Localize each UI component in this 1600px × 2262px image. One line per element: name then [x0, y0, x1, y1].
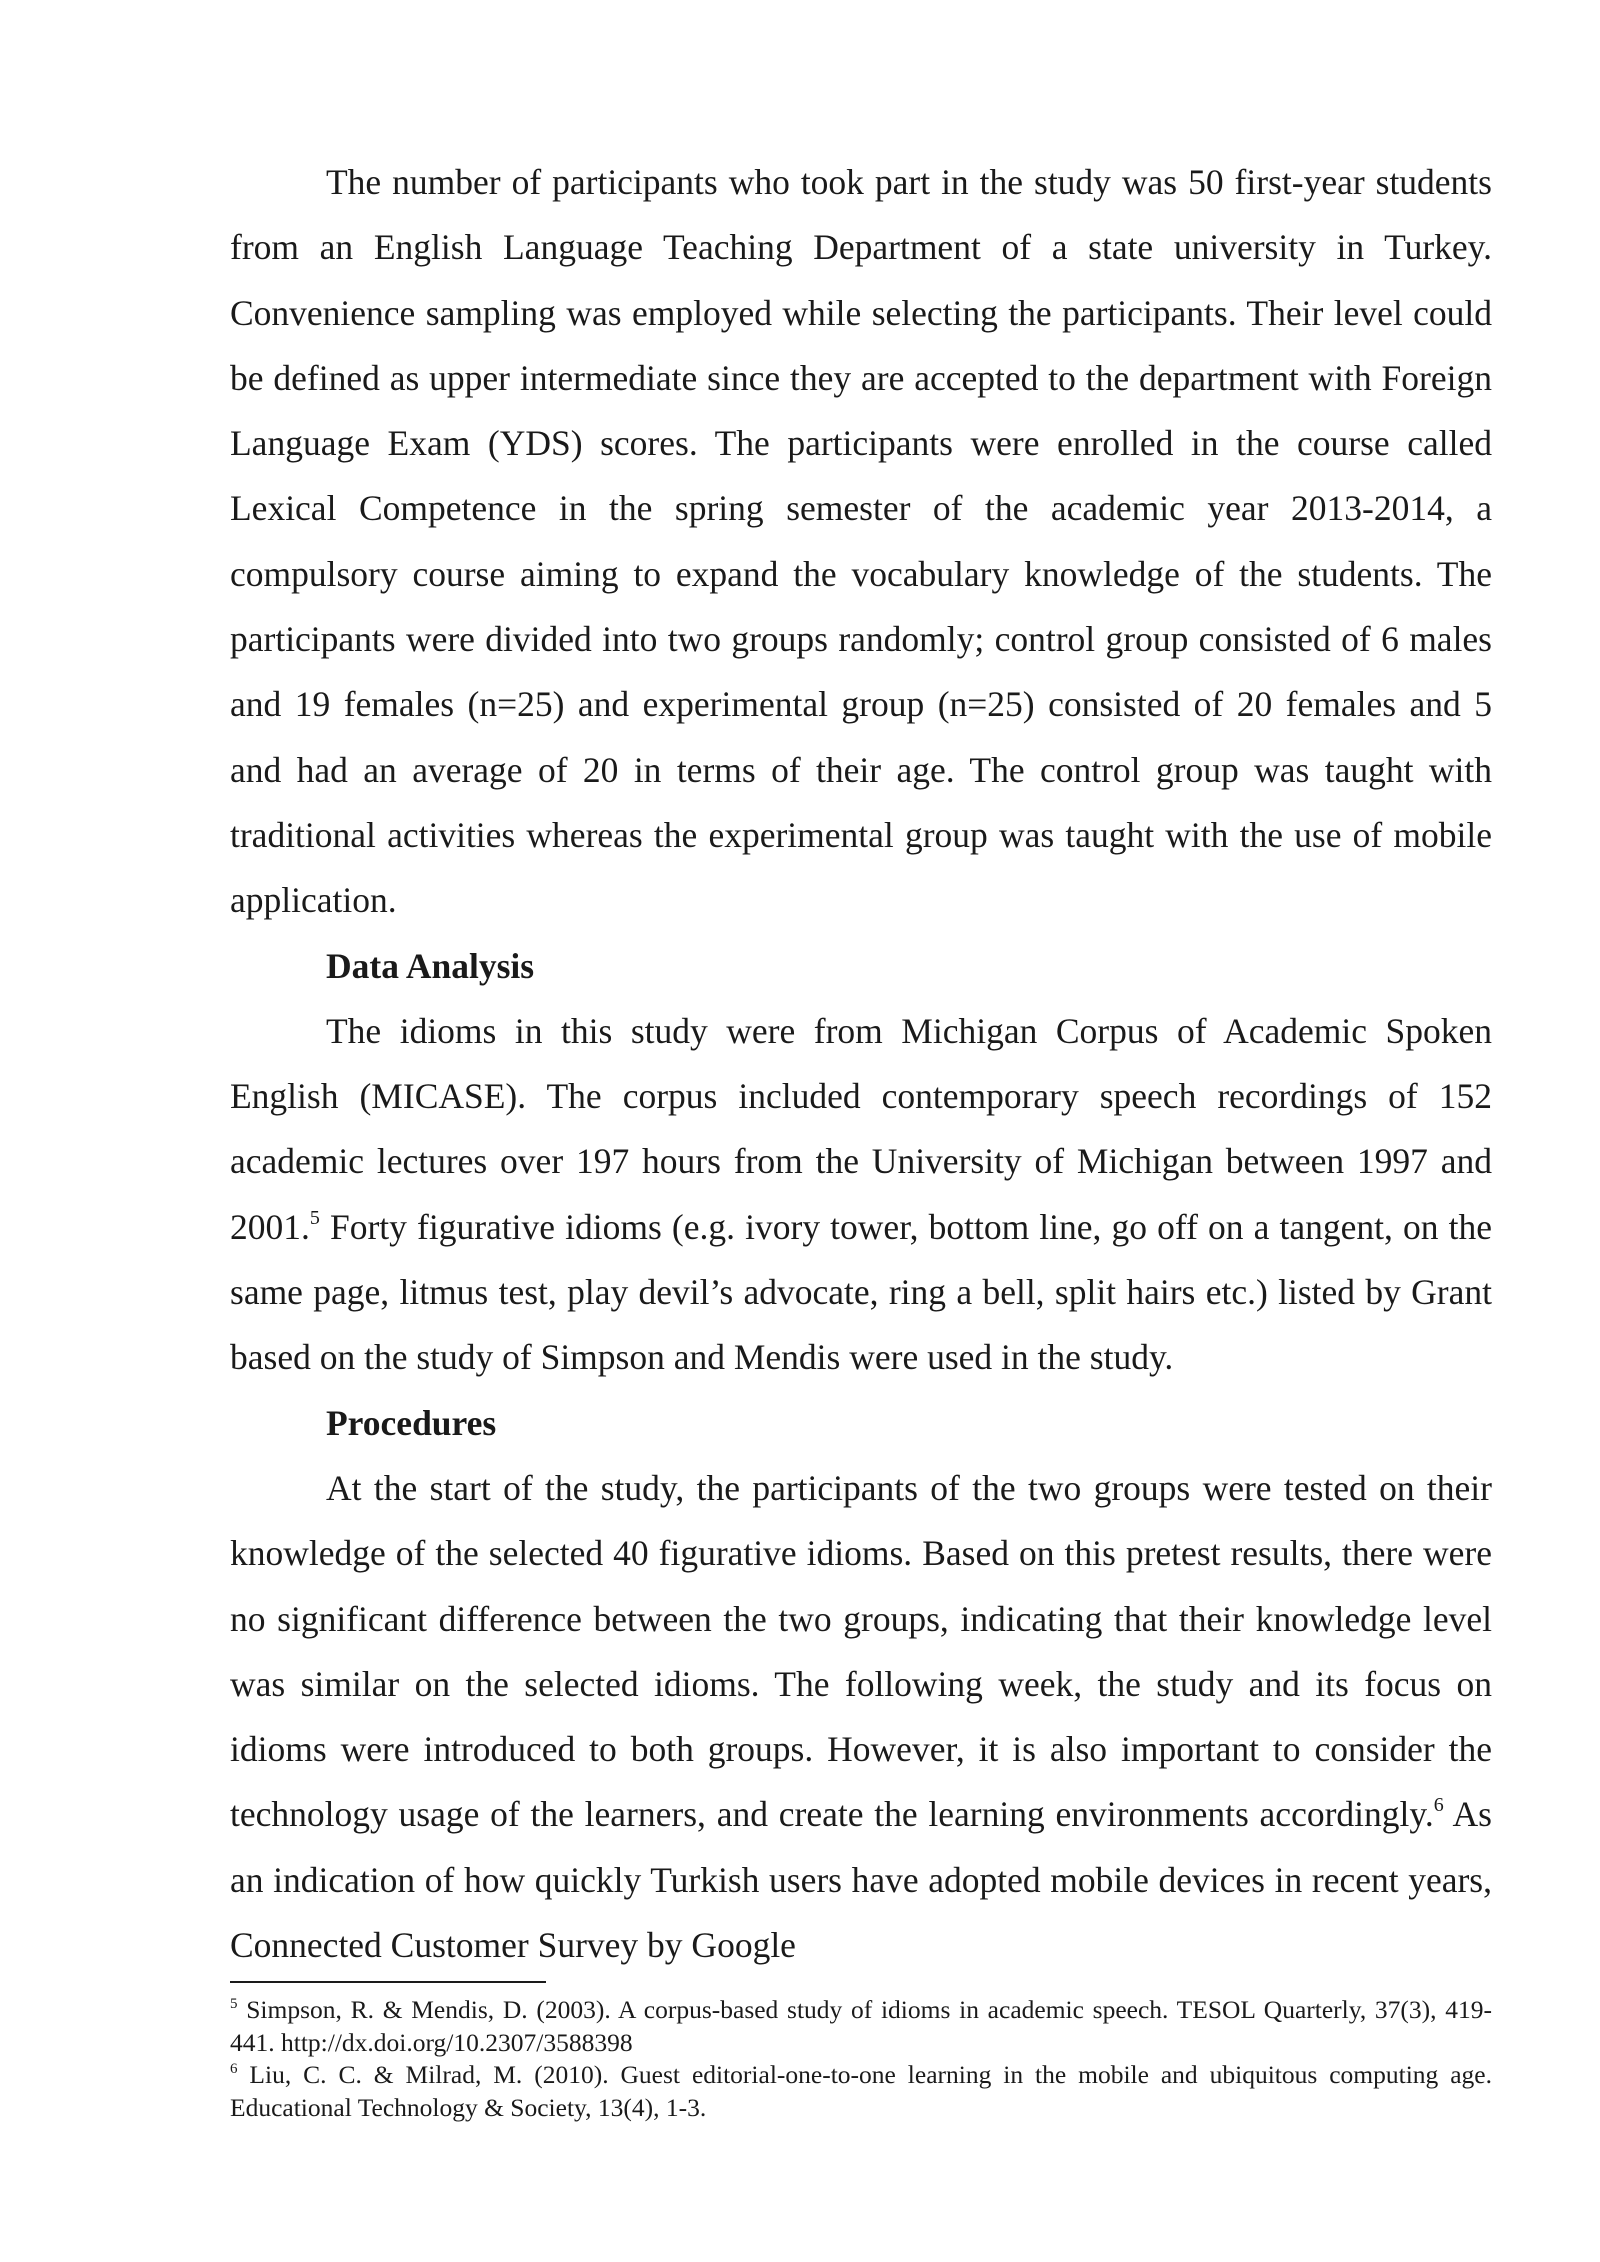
page-body: [230, 150, 1492, 1978]
data-analysis-paragraph: [230, 999, 1492, 1391]
footnote-ref-5: 5: [309, 1206, 320, 1229]
footnote-ref-6: 6: [1433, 1794, 1444, 1817]
footnote-5-number: 5: [230, 1996, 238, 2012]
data-analysis-text-1: The idioms in this study were from Michigan Corpus of Academic Spoken English (MICASE). The corpus included contemporary speech recordings of 152 academic lectures over 197 hours from the University of Michigan between 1997 and 2001.: [230, 1010, 1492, 1247]
procedures-text-2: As an indication of how quickly Turkish users have adopted mobile devices in recent years, Connected Customer Survey by Google: [230, 1794, 1492, 1966]
procedures-paragraph: [230, 1456, 1492, 1978]
procedures-text-1: At the start of the study, the participants of the two groups were tested on their knowledge of the selected 40 figurative idioms. Based on this pretest results, there were no significant difference between the two groups, indicating that their knowledge level was similar on the selected idioms. The following week, the study and its focus on idioms were introduced to both groups. However, it is also important to consider the technology usage of the learners, and create the learning environments accordingly.: [230, 1467, 1492, 1835]
footnote-6-text: Liu, C. C. & Milrad, M. (2010). Guest editorial-one-to-one learning in the mobile and ubiquitous computing age. Educational Technology & Society, 13(4), 1-3.: [230, 2060, 1492, 2122]
footnote-5-text: Simpson, R. & Mendis, D. (2003). A corpus-based study of idioms in academic speech. TESOL Quarterly, 37(3), 419-441. http://dx.doi.org/10.2307/3588398: [230, 1995, 1492, 2057]
footnote-separator: [230, 1981, 546, 1983]
footnote-6-number: 6: [230, 2061, 238, 2077]
footnote-6: [230, 2059, 1492, 2124]
data-analysis-heading: Data Analysis: [326, 945, 535, 986]
footnote-5: [230, 1994, 1492, 2059]
data-analysis-text-2: Forty figurative idioms (e.g. ivory tower, bottom line, go off on a tangent, on the same page, litmus test, play devil’s advocate, ring a bell, split hairs etc.) listed by Grant based on the study of Simpson and Mendis were used in the study.: [230, 1206, 1492, 1378]
procedures-heading: Procedures: [326, 1402, 497, 1443]
footnotes: [230, 1994, 1492, 2124]
intro-paragraph: The number of participants who took part in the study was 50 first-year students from an English Language Teaching Department of a state university in Turkey. Convenience sampling was employed while selecting the participants. Their level could be defined as upper intermediate since they are accepted to the department with Foreign Language Exam (YDS) scores. The participants were enrolled in the course called Lexical Competence in the spring semester of the academic year 2013-2014, a compulsory course aiming to expand the vocabulary knowledge of the students. The participants were divided into two groups randomly; control group consisted of 6 males and 19 females (n=25) and experimental group (n=25) consisted of 20 females and 5 and had an average of 20 in terms of their age. The control group was taught with traditional activities whereas the experimental group was taught with the use of mobile application.: [230, 162, 1492, 921]
